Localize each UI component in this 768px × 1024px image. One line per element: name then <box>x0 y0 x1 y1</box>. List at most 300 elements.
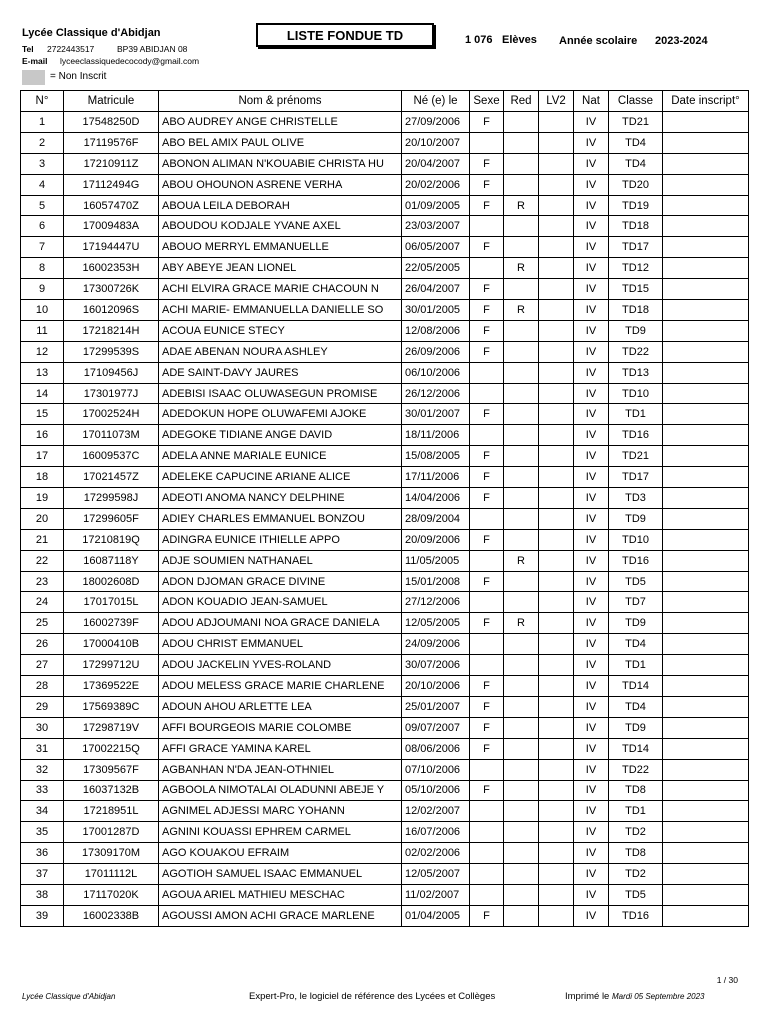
birth-date-cell: 07/10/2006 <box>402 759 470 780</box>
matricule-cell: 17002215Q <box>64 738 159 759</box>
sex-cell <box>470 132 504 153</box>
sex-cell: F <box>470 696 504 717</box>
sex-cell <box>470 258 504 279</box>
sex-cell: F <box>470 738 504 759</box>
row-number-cell: 12 <box>21 341 64 362</box>
registration-date-cell <box>663 446 749 467</box>
nationality-cell: IV <box>574 843 609 864</box>
matricule-cell: 17369522E <box>64 676 159 697</box>
sex-cell: F <box>470 905 504 926</box>
sex-cell <box>470 550 504 571</box>
lv2-cell <box>539 362 574 383</box>
redoublant-cell <box>504 676 539 697</box>
table-row <box>21 676 749 697</box>
student-name-cell: AFFI GRACE YAMINA KAREL <box>159 738 402 759</box>
birth-date-cell: 28/09/2004 <box>402 508 470 529</box>
registration-date-cell <box>663 696 749 717</box>
matricule-cell: 17218951L <box>64 801 159 822</box>
row-number-cell: 8 <box>21 258 64 279</box>
registration-date-cell <box>663 738 749 759</box>
registration-date-cell <box>663 320 749 341</box>
nationality-cell: IV <box>574 550 609 571</box>
footer-school-name: Lycée Classique d'Abidjan <box>22 992 116 1001</box>
lv2-cell <box>539 696 574 717</box>
row-number-cell: 28 <box>21 676 64 697</box>
registration-date-cell <box>663 822 749 843</box>
birth-date-cell: 30/01/2005 <box>402 300 470 321</box>
class-cell: TD4 <box>609 634 663 655</box>
matricule-cell: 16012096S <box>64 300 159 321</box>
nationality-cell: IV <box>574 655 609 676</box>
nationality-cell: IV <box>574 613 609 634</box>
class-cell: TD1 <box>609 655 663 676</box>
nationality-cell: IV <box>574 404 609 425</box>
nationality-cell: IV <box>574 174 609 195</box>
class-cell: TD20 <box>609 174 663 195</box>
registration-date-cell <box>663 801 749 822</box>
registration-date-cell <box>663 905 749 926</box>
nationality-cell: IV <box>574 216 609 237</box>
class-cell: TD1 <box>609 404 663 425</box>
class-cell: TD13 <box>609 362 663 383</box>
lv2-cell <box>539 655 574 676</box>
lv2-cell <box>539 112 574 133</box>
redoublant-cell <box>504 383 539 404</box>
student-name-cell: AGOUSSI AMON ACHI GRACE MARLENE <box>159 905 402 926</box>
row-number-cell: 13 <box>21 362 64 383</box>
nationality-cell: IV <box>574 237 609 258</box>
student-name-cell: ADIEY CHARLES EMMANUEL BONZOU <box>159 508 402 529</box>
student-name-cell: ADOU JACKELIN YVES-ROLAND <box>159 655 402 676</box>
student-count: 1 076 <box>465 34 493 46</box>
lv2-cell <box>539 383 574 404</box>
row-number-cell: 24 <box>21 592 64 613</box>
student-name-cell: AGBOOLA NIMOTALAI OLADUNNI ABEJE Y <box>159 780 402 801</box>
student-name-cell: ACOUA EUNICE STECY <box>159 320 402 341</box>
birth-date-cell: 16/07/2006 <box>402 822 470 843</box>
lv2-cell <box>539 529 574 550</box>
lv2-cell <box>539 592 574 613</box>
student-name-cell: ABOUA LEILA DEBORAH <box>159 195 402 216</box>
matricule-cell: 17299712U <box>64 655 159 676</box>
row-number-cell: 26 <box>21 634 64 655</box>
matricule-cell: 16002739F <box>64 613 159 634</box>
sex-cell <box>470 759 504 780</box>
table-row <box>21 404 749 425</box>
redoublant-cell <box>504 320 539 341</box>
nationality-cell: IV <box>574 759 609 780</box>
matricule-cell: 16087118Y <box>64 550 159 571</box>
table-row <box>21 508 749 529</box>
table-row <box>21 320 749 341</box>
redoublant-cell <box>504 738 539 759</box>
sex-cell <box>470 801 504 822</box>
col-name-header: Nom & prénoms <box>159 91 402 112</box>
row-number-cell: 22 <box>21 550 64 571</box>
redoublant-cell <box>504 132 539 153</box>
row-number-cell: 36 <box>21 843 64 864</box>
row-number-cell: 17 <box>21 446 64 467</box>
row-number-cell: 29 <box>21 696 64 717</box>
matricule-cell: 17017015L <box>64 592 159 613</box>
matricule-cell: 16009537C <box>64 446 159 467</box>
lv2-cell <box>539 279 574 300</box>
row-number-cell: 3 <box>21 153 64 174</box>
school-year-label: Année scolaire <box>559 35 638 47</box>
sex-cell: F <box>470 279 504 300</box>
redoublant-cell <box>504 174 539 195</box>
lv2-cell <box>539 174 574 195</box>
registration-date-cell <box>663 843 749 864</box>
student-name-cell: AGOTIOH SAMUEL ISAAC EMMANUEL <box>159 864 402 885</box>
nationality-cell: IV <box>574 383 609 404</box>
registration-date-cell <box>663 655 749 676</box>
table-row <box>21 216 749 237</box>
redoublant-cell <box>504 696 539 717</box>
redoublant-cell <box>504 801 539 822</box>
table-row <box>21 843 749 864</box>
registration-date-cell <box>663 864 749 885</box>
class-cell: TD4 <box>609 132 663 153</box>
class-cell: TD21 <box>609 112 663 133</box>
row-number-cell: 35 <box>21 822 64 843</box>
class-cell: TD10 <box>609 529 663 550</box>
lv2-cell <box>539 613 574 634</box>
matricule-cell: 17309567F <box>64 759 159 780</box>
email-label: E-mail <box>22 56 48 66</box>
row-number-cell: 23 <box>21 571 64 592</box>
registration-date-cell <box>663 759 749 780</box>
nationality-cell: IV <box>574 822 609 843</box>
sex-cell: F <box>470 174 504 195</box>
redoublant-cell <box>504 404 539 425</box>
lv2-cell <box>539 676 574 697</box>
col-sex-header: Sexe <box>470 91 504 112</box>
row-number-cell: 21 <box>21 529 64 550</box>
redoublant-cell <box>504 446 539 467</box>
redoublant-cell <box>504 843 539 864</box>
class-cell: TD1 <box>609 801 663 822</box>
sex-cell <box>470 864 504 885</box>
matricule-cell: 17210911Z <box>64 153 159 174</box>
matricule-cell: 17569389C <box>64 696 159 717</box>
lv2-cell <box>539 864 574 885</box>
birth-date-cell: 12/08/2006 <box>402 320 470 341</box>
nationality-cell: IV <box>574 864 609 885</box>
row-number-cell: 15 <box>21 404 64 425</box>
table-row <box>21 425 749 446</box>
student-name-cell: AGNINI KOUASSI EPHREM CARMEL <box>159 822 402 843</box>
nationality-cell: IV <box>574 592 609 613</box>
table-row <box>21 738 749 759</box>
lv2-cell <box>539 550 574 571</box>
nationality-cell: IV <box>574 112 609 133</box>
birth-date-cell: 24/09/2006 <box>402 634 470 655</box>
registration-date-cell <box>663 592 749 613</box>
table-row <box>21 488 749 509</box>
nationality-cell: IV <box>574 634 609 655</box>
registration-date-cell <box>663 300 749 321</box>
student-name-cell: ADOUN AHOU ARLETTE LEA <box>159 696 402 717</box>
lv2-cell <box>539 467 574 488</box>
row-number-cell: 11 <box>21 320 64 341</box>
matricule-cell: 17194447U <box>64 237 159 258</box>
matricule-cell: 17300726K <box>64 279 159 300</box>
footer-software-text: Expert-Pro, le logiciel de référence des Lycées et Collèges <box>249 991 496 1002</box>
student-name-cell: ADELA ANNE MARIALE EUNICE <box>159 446 402 467</box>
school-year-value: 2023-2024 <box>655 35 708 47</box>
sex-cell: F <box>470 467 504 488</box>
class-cell: TD16 <box>609 905 663 926</box>
registration-date-cell <box>663 237 749 258</box>
student-name-cell: AFFI BOURGEOIS MARIE COLOMBE <box>159 717 402 738</box>
document-title: LISTE FONDUE TD <box>256 23 434 47</box>
lv2-cell <box>539 571 574 592</box>
redoublant-cell <box>504 592 539 613</box>
class-cell: TD15 <box>609 279 663 300</box>
birth-date-cell: 08/06/2006 <box>402 738 470 759</box>
lv2-cell <box>539 717 574 738</box>
lv2-cell <box>539 634 574 655</box>
student-name-cell: ADON KOUADIO JEAN-SAMUEL <box>159 592 402 613</box>
matricule-cell: 16037132B <box>64 780 159 801</box>
matricule-cell: 17299598J <box>64 488 159 509</box>
row-number-cell: 18 <box>21 467 64 488</box>
birth-date-cell: 20/10/2006 <box>402 676 470 697</box>
birth-date-cell: 23/03/2007 <box>402 216 470 237</box>
lv2-cell <box>539 237 574 258</box>
matricule-cell: 16002353H <box>64 258 159 279</box>
lv2-cell <box>539 822 574 843</box>
nationality-cell: IV <box>574 362 609 383</box>
lv2-cell <box>539 508 574 529</box>
student-name-cell: ADE SAINT-DAVY JAURES <box>159 362 402 383</box>
lv2-cell <box>539 905 574 926</box>
legend-text: = Non Inscrit <box>50 71 107 82</box>
birth-date-cell: 20/04/2007 <box>402 153 470 174</box>
lv2-cell <box>539 738 574 759</box>
class-cell: TD12 <box>609 258 663 279</box>
table-row <box>21 696 749 717</box>
redoublant-cell <box>504 884 539 905</box>
table-row <box>21 550 749 571</box>
matricule-cell: 17009483A <box>64 216 159 237</box>
class-cell: TD8 <box>609 780 663 801</box>
table-row <box>21 300 749 321</box>
redoublant-cell <box>504 571 539 592</box>
class-cell: TD9 <box>609 320 663 341</box>
redoublant-cell: R <box>504 195 539 216</box>
student-name-cell: ADEBISI ISAAC OLUWASEGUN PROMISE <box>159 383 402 404</box>
nationality-cell: IV <box>574 425 609 446</box>
redoublant-cell <box>504 508 539 529</box>
row-number-cell: 19 <box>21 488 64 509</box>
student-name-cell: AGOUA ARIEL MATHIEU MESCHAC <box>159 884 402 905</box>
registration-date-cell <box>663 425 749 446</box>
sex-cell <box>470 592 504 613</box>
student-name-cell: ADEGOKE TIDIANE ANGE DAVID <box>159 425 402 446</box>
lv2-cell <box>539 488 574 509</box>
birth-date-cell: 20/09/2006 <box>402 529 470 550</box>
sex-cell <box>470 655 504 676</box>
class-cell: TD22 <box>609 341 663 362</box>
legend-swatch <box>22 70 45 85</box>
registration-date-cell <box>663 153 749 174</box>
matricule-cell: 16057470Z <box>64 195 159 216</box>
nationality-cell: IV <box>574 258 609 279</box>
table-row <box>21 571 749 592</box>
matricule-cell: 17218214H <box>64 320 159 341</box>
row-number-cell: 37 <box>21 864 64 885</box>
nationality-cell: IV <box>574 529 609 550</box>
registration-date-cell <box>663 717 749 738</box>
nationality-cell: IV <box>574 446 609 467</box>
registration-date-cell <box>663 341 749 362</box>
student-name-cell: AGNIMEL ADJESSI MARC YOHANN <box>159 801 402 822</box>
table-row <box>21 132 749 153</box>
class-cell: TD9 <box>609 508 663 529</box>
table-header-row <box>21 91 749 112</box>
table-row <box>21 153 749 174</box>
postal-box: BP39 ABIDJAN 08 <box>117 44 188 54</box>
row-number-cell: 30 <box>21 717 64 738</box>
registration-date-cell <box>663 132 749 153</box>
birth-date-cell: 26/12/2006 <box>402 383 470 404</box>
class-cell: TD19 <box>609 195 663 216</box>
student-name-cell: ADON DJOMAN GRACE DIVINE <box>159 571 402 592</box>
sex-cell <box>470 425 504 446</box>
class-cell: TD3 <box>609 488 663 509</box>
nationality-cell: IV <box>574 467 609 488</box>
sex-cell: F <box>470 237 504 258</box>
sex-cell: F <box>470 613 504 634</box>
col-number-header: N° <box>21 91 64 112</box>
col-registration-date-header: Date inscript° <box>663 91 749 112</box>
col-birthdate-header: Né (e) le <box>402 91 470 112</box>
registration-date-cell <box>663 529 749 550</box>
lv2-cell <box>539 780 574 801</box>
registration-date-cell <box>663 195 749 216</box>
student-name-cell: ABO AUDREY ANGE CHRISTELLE <box>159 112 402 133</box>
row-number-cell: 1 <box>21 112 64 133</box>
row-number-cell: 39 <box>21 905 64 926</box>
redoublant-cell <box>504 112 539 133</box>
table-row <box>21 717 749 738</box>
redoublant-cell <box>504 759 539 780</box>
matricule-cell: 17210819Q <box>64 529 159 550</box>
row-number-cell: 16 <box>21 425 64 446</box>
table-row <box>21 279 749 300</box>
table-row <box>21 383 749 404</box>
redoublant-cell: R <box>504 258 539 279</box>
registration-date-cell <box>663 676 749 697</box>
birth-date-cell: 20/02/2006 <box>402 174 470 195</box>
row-number-cell: 2 <box>21 132 64 153</box>
birth-date-cell: 18/11/2006 <box>402 425 470 446</box>
student-name-cell: ADJE SOUMIEN NATHANAEL <box>159 550 402 571</box>
table-row <box>21 884 749 905</box>
row-number-cell: 6 <box>21 216 64 237</box>
student-name-cell: ADELEKE CAPUCINE ARIANE ALICE <box>159 467 402 488</box>
col-nat-header: Nat <box>574 91 609 112</box>
student-name-cell: ABO BEL AMIX PAUL OLIVE <box>159 132 402 153</box>
redoublant-cell <box>504 717 539 738</box>
sex-cell: F <box>470 780 504 801</box>
sex-cell: F <box>470 153 504 174</box>
col-lv2-header: LV2 <box>539 91 574 112</box>
table-row <box>21 446 749 467</box>
nationality-cell: IV <box>574 153 609 174</box>
matricule-cell: 17112494G <box>64 174 159 195</box>
birth-date-cell: 27/12/2006 <box>402 592 470 613</box>
sex-cell: F <box>470 571 504 592</box>
birth-date-cell: 11/02/2007 <box>402 884 470 905</box>
matricule-cell: 17021457Z <box>64 467 159 488</box>
nationality-cell: IV <box>574 132 609 153</box>
birth-date-cell: 20/10/2007 <box>402 132 470 153</box>
sex-cell <box>470 216 504 237</box>
class-cell: TD8 <box>609 843 663 864</box>
student-name-cell: ADINGRA EUNICE ITHIELLE APPO <box>159 529 402 550</box>
class-cell: TD5 <box>609 884 663 905</box>
birth-date-cell: 01/04/2005 <box>402 905 470 926</box>
redoublant-cell <box>504 905 539 926</box>
class-cell: TD14 <box>609 738 663 759</box>
birth-date-cell: 14/04/2006 <box>402 488 470 509</box>
row-number-cell: 4 <box>21 174 64 195</box>
sex-cell: F <box>470 488 504 509</box>
student-name-cell: ABONON ALIMAN N'KOUABIE CHRISTA HU <box>159 153 402 174</box>
nationality-cell: IV <box>574 780 609 801</box>
student-name-cell: AGO KOUAKOU EFRAIM <box>159 843 402 864</box>
birth-date-cell: 22/05/2005 <box>402 258 470 279</box>
nationality-cell: IV <box>574 300 609 321</box>
student-name-cell: ADOU CHRIST EMMANUEL <box>159 634 402 655</box>
matricule-cell: 17011073M <box>64 425 159 446</box>
redoublant-cell <box>504 780 539 801</box>
row-number-cell: 32 <box>21 759 64 780</box>
class-cell: TD4 <box>609 696 663 717</box>
redoublant-cell <box>504 529 539 550</box>
birth-date-cell: 12/05/2005 <box>402 613 470 634</box>
lv2-cell <box>539 300 574 321</box>
students-label: Elèves <box>502 34 537 46</box>
sex-cell: F <box>470 446 504 467</box>
birth-date-cell: 01/09/2005 <box>402 195 470 216</box>
nationality-cell: IV <box>574 488 609 509</box>
table-row <box>21 529 749 550</box>
table-row <box>21 195 749 216</box>
nationality-cell: IV <box>574 341 609 362</box>
student-name-cell: ABOU OHOUNON ASRENE VERHA <box>159 174 402 195</box>
lv2-cell <box>539 195 574 216</box>
registration-date-cell <box>663 404 749 425</box>
class-cell: TD18 <box>609 216 663 237</box>
nationality-cell: IV <box>574 801 609 822</box>
table-row <box>21 362 749 383</box>
birth-date-cell: 15/01/2008 <box>402 571 470 592</box>
redoublant-cell <box>504 341 539 362</box>
sex-cell <box>470 634 504 655</box>
class-cell: TD2 <box>609 864 663 885</box>
redoublant-cell <box>504 362 539 383</box>
class-cell: TD16 <box>609 550 663 571</box>
nationality-cell: IV <box>574 676 609 697</box>
email-value: lyceeclassiquedecocody@gmail.com <box>60 56 200 66</box>
birth-date-cell: 17/11/2006 <box>402 467 470 488</box>
nationality-cell: IV <box>574 279 609 300</box>
lv2-cell <box>539 341 574 362</box>
